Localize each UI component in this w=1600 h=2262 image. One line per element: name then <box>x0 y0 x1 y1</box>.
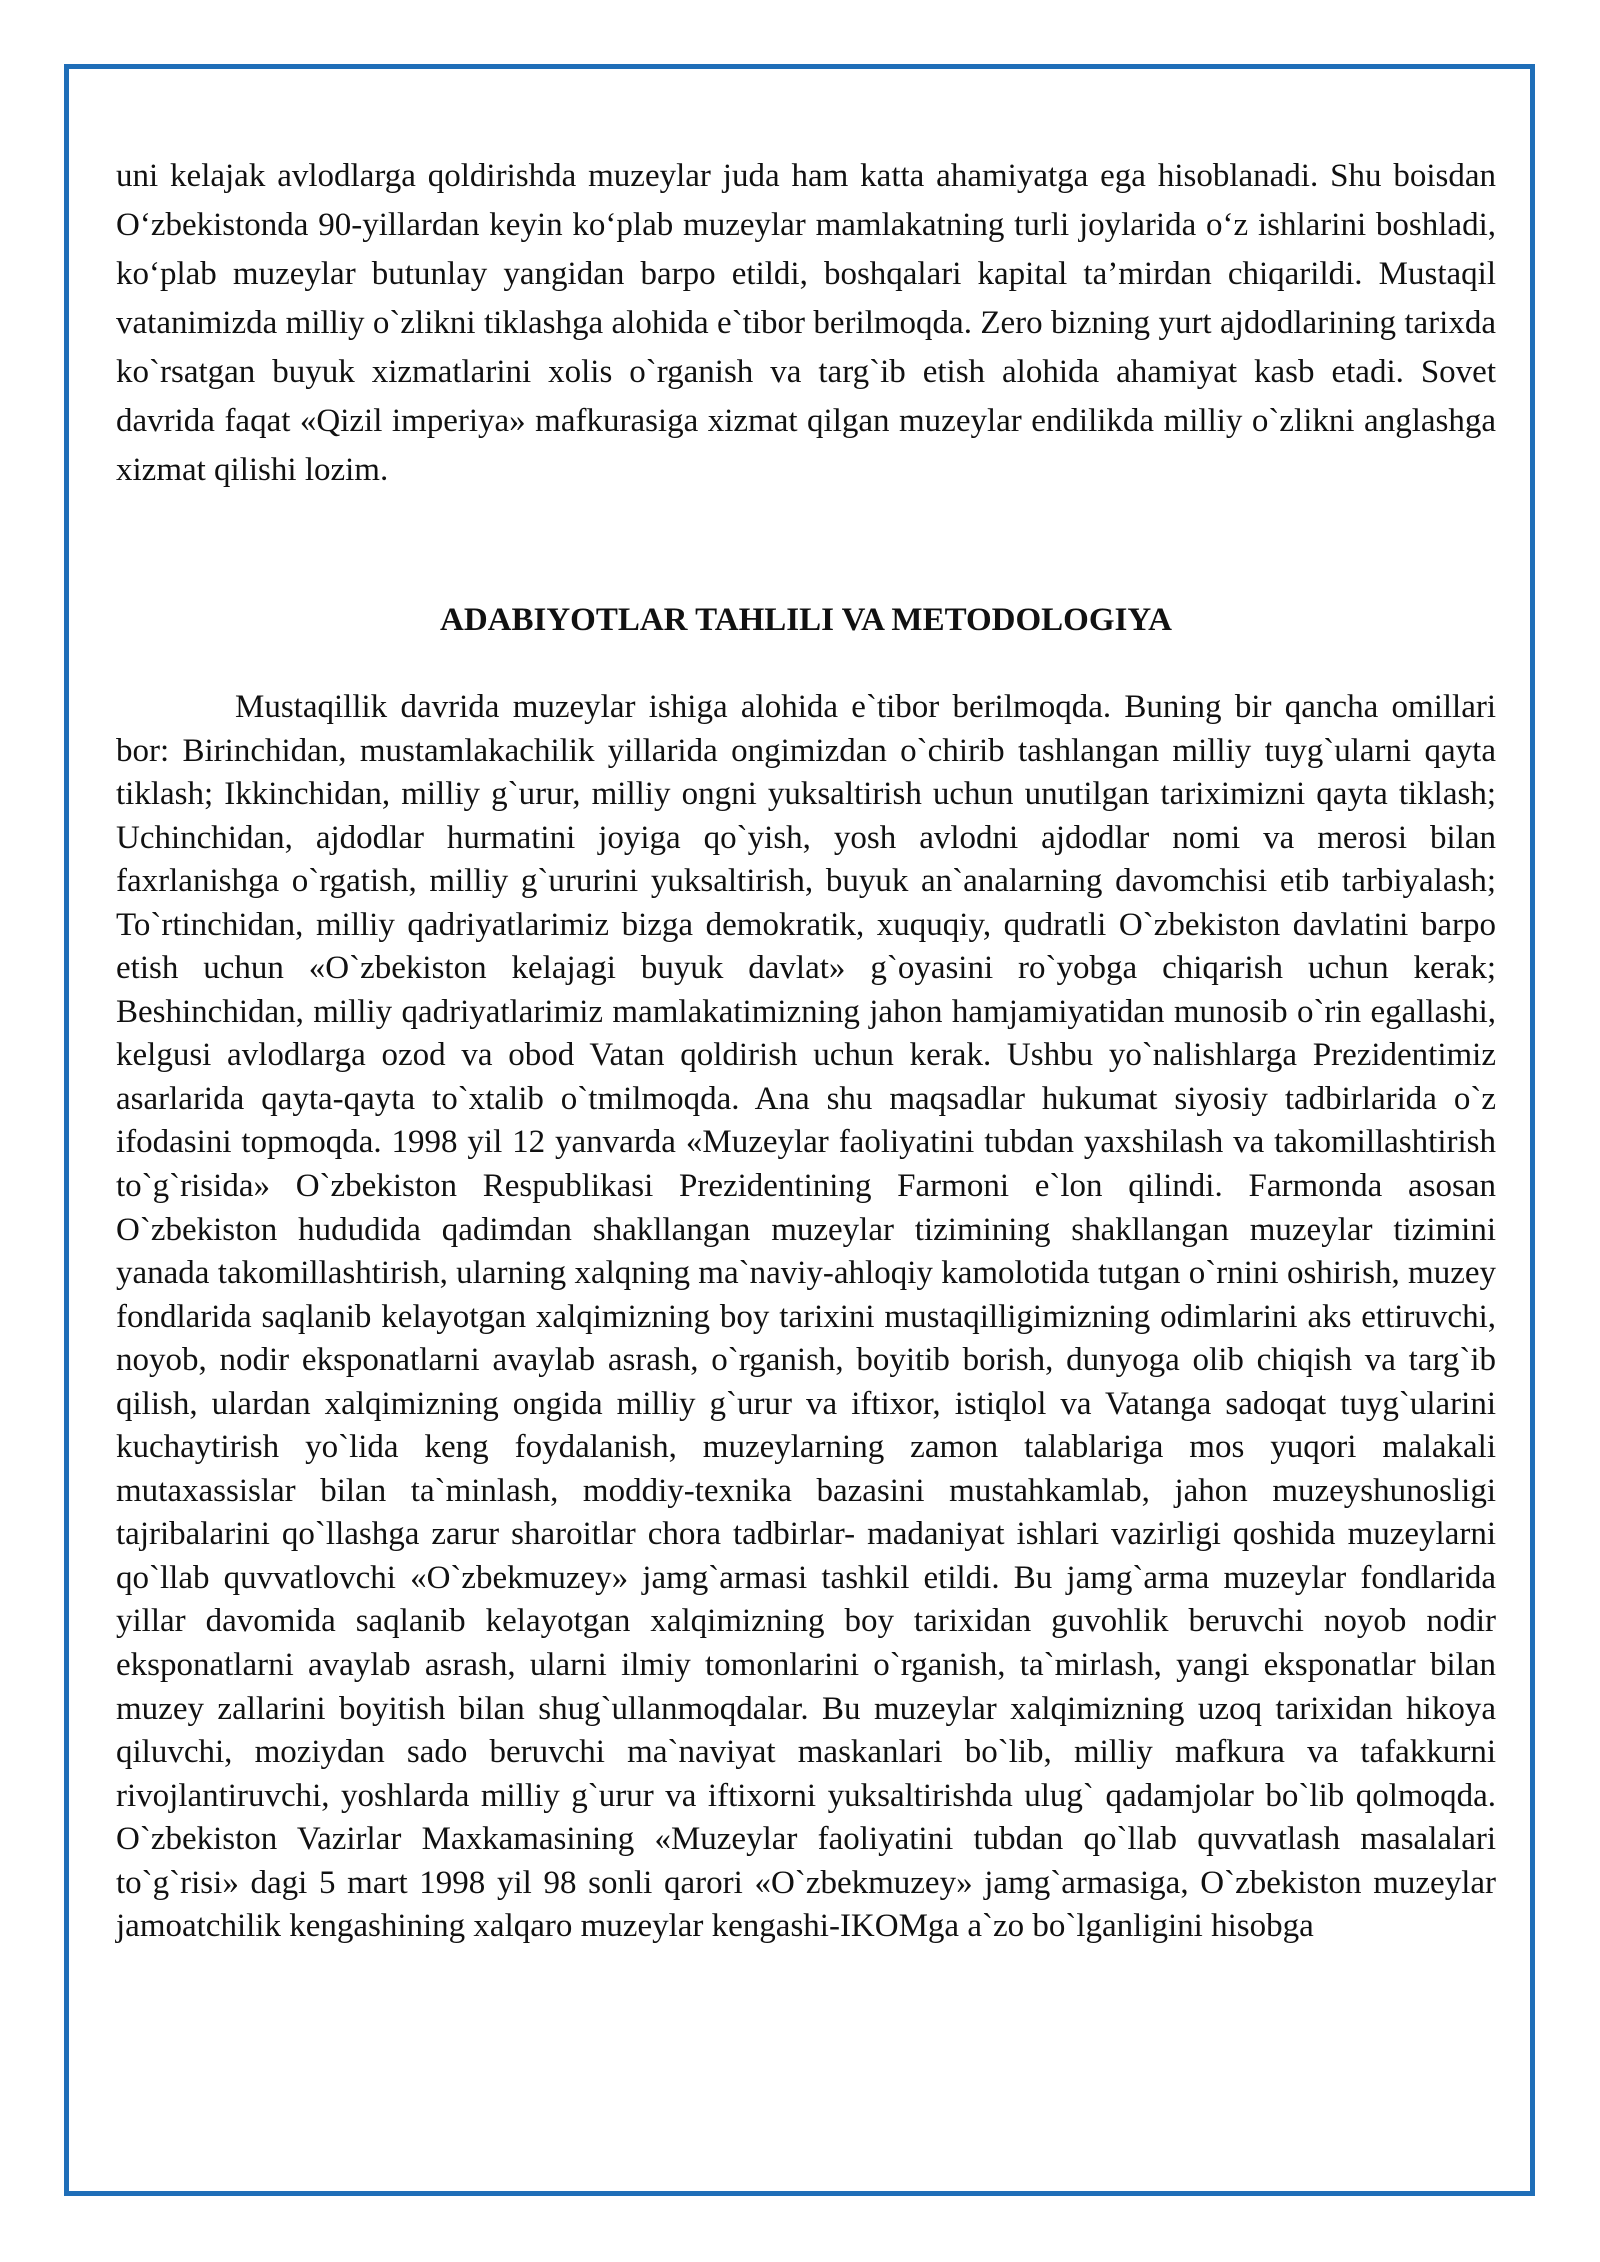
body-paragraph-methodology: Mustaqillik davrida muzeylar ishiga alohida e`tibor berilmoqda. Buning bir qancha omillari bor: Birinchidan, mustamlakachilik yillarida ongimizdan o`chirib tashlangan milliy tuyg`ularni qayta tiklash; Ikkinchidan, milliy g`urur, milliy ongni yuksaltirish uchun unutilgan tariximizni qayta tiklash; Uchinchidan, ajdodlar hurmatini joyiga qo`yish, yosh avlodni ajdodlar nomi va merosi bilan faxrlanishga o`rgatish, milliy g`ururini yuksaltirish, buyuk an`analarning davomchisi etib tarbiyalash; To`rtinchidan, milliy qadriyatlarimiz bizga demokratik, xuquqiy, qudratli O`zbekiston davlatini barpo etish uchun «O`zbekiston kelajagi buyuk davlat» g`oyasini ro`yobga chiqarish uchun kerak; Beshinchidan, milliy qadriyatlarimiz mamlakatimizning jahon hamjamiyatidan munosib o`rin egallashi, kelgusi avlodlarga ozod va obod Vatan qoldirish uchun kerak. Ushbu yo`nalishlarga Prezidentimiz asarlarida qayta-qayta to`xtalib o`tmilmoqda. Ana shu maqsadlar hukumat siyosiy tadbirlarida o`z ifodasini topmoqda. 1998 yil 12 yanvarda «Muzeylar faoliyatini tubdan yaxshilash va takomillashtirish to`g`risida» O`zbekiston Respublikasi Prezidentining Farmoni e`lon qilindi. Farmonda asosan O`zbekiston hududida qadimdan shakllangan muzeylar tizimining shakllangan muzeylar tizimini yanada takomillashtirish, ularning xalqning ma`naviy-ahloqiy kamolotida tutgan o`rnini oshirish, muzey fondlarida saqlanib kelayotgan xalqimizning boy tarixini mustaqilligimizning odimlarini aks ettiruvchi, noyob, nodir eksponatlarni avaylab asrash, o`rganish, boyitib borish, dunyoga olib chiqish va targ`ib qilish, ulardan xalqimizning ongida milliy g`urur va iftixor, istiqlol va Vatanga sadoqat tuyg`ularini kuchaytirish yo`lida keng foydalanish, muzeylarning zamon talablariga mos yuqori malakali mutaxassislar bilan ta`minlash, moddiy-texnika bazasini mustahkamlab, jahon muzeyshunosligi tajribalarini qo`llashga zarur sharoitlar chora tadbirlar- madaniyat ishlari vazirligi qoshida muzeylarni qo`llab quvvatlovchi «O`zbekmuzey» jamg`armasi tashkil etildi. Bu jamg`arma muzeylar fondlarida yillar davomida saqlanib kelayotgan xalqimizning boy tarixidan guvohlik beruvchi noyob nodir eksponatlarni avaylab asrash, ularni ilmiy tomonlarini o`rganish, ta`mirlash, yangi eksponatlar bilan muzey zallarini boyitish bilan shug`ullanmoqdalar. Bu muzeylar xalqimizning uzoq tarixidan hikoya qiluvchi, moziydan sado beruvchi ma`naviyat maskanlari bo`lib, milliy mafkura va tafakkurni rivojlantiruvchi, yoshlarda milliy g`urur va iftixorni yuksaltirishda ulug` qadamjolar bo`lib qolmoqda. O`zbekiston Vazirlar Maxkamasining «Muzeylar faoliyatini tubdan qo`llab quvvatlash masalalari to`g`risi» dagi 5 mart 1998 yil 98 sonli qarori «O`zbekmuzey» jamg`armasiga, O`zbekiston muzeylar jamoatchilik kengashining xalqaro muzeylar kengashi-IKOMga a`zo bo`lganligini hisobga <box>116 689 1496 1945</box>
body-paragraph-intro: uni kelajak avlodlarga qoldirishda muzeylar juda ham katta ahamiyatga ega hisoblanadi. Shu boisdan O‘zbekistonda 90-yillardan keyin ko‘plab muzeylar mamlakatning turli joylarida o‘z ishlarini boshladi, ko‘plab muzeylar butunlay yangidan barpo etildi, boshqalari kapital ta’mirdan chiqarildi. Mustaqil vatanimizda milliy o`zlikni tiklashga alohida e`tibor berilmoqda. Zero bizning yurt ajdodlarining tarixda ko`rsatgan buyuk xizmatlarini xolis o`rganish va targ`ib etish alohida ahamiyat kasb etadi. Sovet davrida faqat «Qizil imperiya» mafkurasiga xizmat qilgan muzeylar endilikda milliy o`zlikni anglashga xizmat qilishi lozim. <box>116 158 1496 488</box>
section-heading: ADABIYOTLAR TAHLILI VA METODOLOGIYA <box>439 602 1172 638</box>
